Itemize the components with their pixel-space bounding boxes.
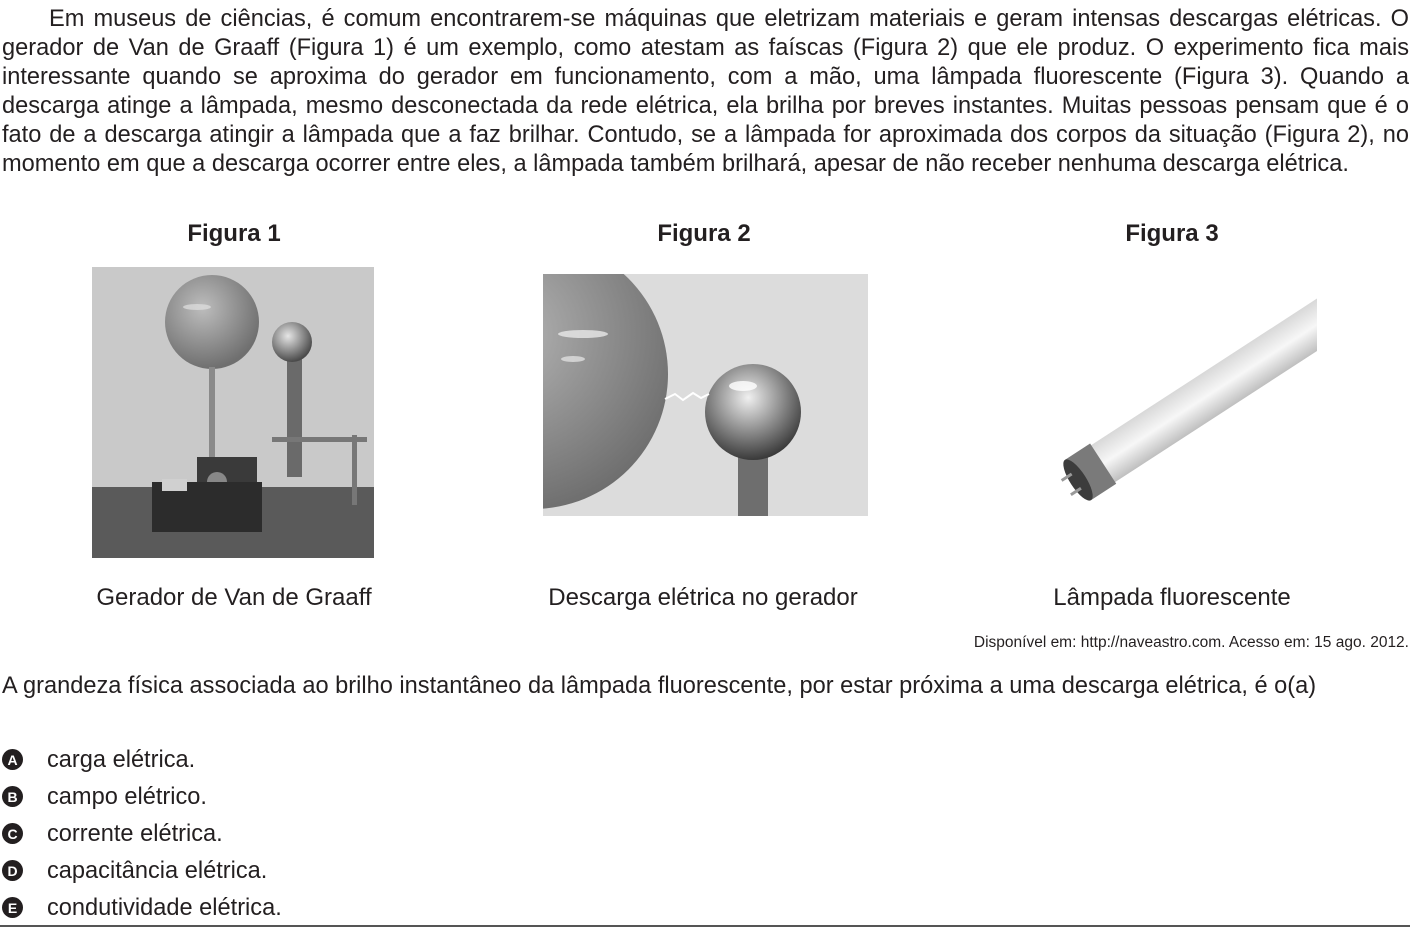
option-b[interactable] xyxy=(2,779,282,816)
option-d-letter-icon: D xyxy=(2,860,23,881)
option-c-text: corrente elétrica. xyxy=(47,821,223,847)
van-de-graaff-photo xyxy=(92,267,374,558)
bottom-divider xyxy=(0,925,1410,927)
fluorescent-lamp-photo xyxy=(1028,280,1317,532)
intro-paragraph: Em museus de ciências, é comum encontrarem-se máquinas que eletrizam materiais e geram intensas descargas elétricas. O gerador de Van de Graaff (Figura 1) é um exemplo, como atestam as faíscas (Figura 2) que ele produz. O experimento fica mais interessante quando se aproxima do gerador em funcionamento, com a mão, uma lâmpada fluorescente (Figura 3). Quando a descarga atinge a lâmpada, mesmo desconectada da rede elétrica, ela brilha por breves instantes. Muitas pessoas pensam que é o fato de a descarga atingir a lâmpada que a faz brilhar. Contudo, se a lâmpada for aproximada dos corpos da situação (Figura 2), no momento em que a descarga ocorrer entre eles, a lâmpada também brilhará, apesar de não receber nenhuma descarga elétrica. xyxy=(2,6,1409,177)
option-c[interactable] xyxy=(2,816,282,853)
option-a-text: carga elétrica. xyxy=(47,747,196,773)
figure-1-caption: Gerador de Van de Graaff xyxy=(96,584,372,611)
option-d[interactable] xyxy=(2,853,282,890)
figure-3-title: Figura 3 xyxy=(1125,220,1219,247)
option-e[interactable] xyxy=(2,890,282,927)
figure-2-caption: Descarga elétrica no gerador xyxy=(548,584,858,611)
option-a-letter-icon: A xyxy=(2,749,23,770)
source-citation: Disponível em: http://naveastro.com. Acesso em: 15 ago. 2012. xyxy=(973,634,1409,651)
question-text: A grandeza física associada ao brilho instantâneo da lâmpada fluorescente, por estar próxima a uma descarga elétrica, é o(a) xyxy=(2,673,1317,699)
figure-1-title: Figura 1 xyxy=(187,220,281,247)
option-b-text: campo elétrico. xyxy=(47,784,207,810)
option-c-letter-icon: C xyxy=(2,823,23,844)
option-e-letter-icon: E xyxy=(2,897,23,918)
discharge-photo xyxy=(543,274,868,516)
option-b-letter-icon: B xyxy=(2,786,23,807)
option-a[interactable] xyxy=(2,742,282,779)
option-d-text: capacitância elétrica. xyxy=(47,858,268,884)
answer-options xyxy=(2,742,282,927)
figure-2-title: Figura 2 xyxy=(657,220,751,247)
option-e-text: condutividade elétrica. xyxy=(47,895,282,921)
figure-3-caption: Lâmpada fluorescente xyxy=(1053,584,1291,611)
